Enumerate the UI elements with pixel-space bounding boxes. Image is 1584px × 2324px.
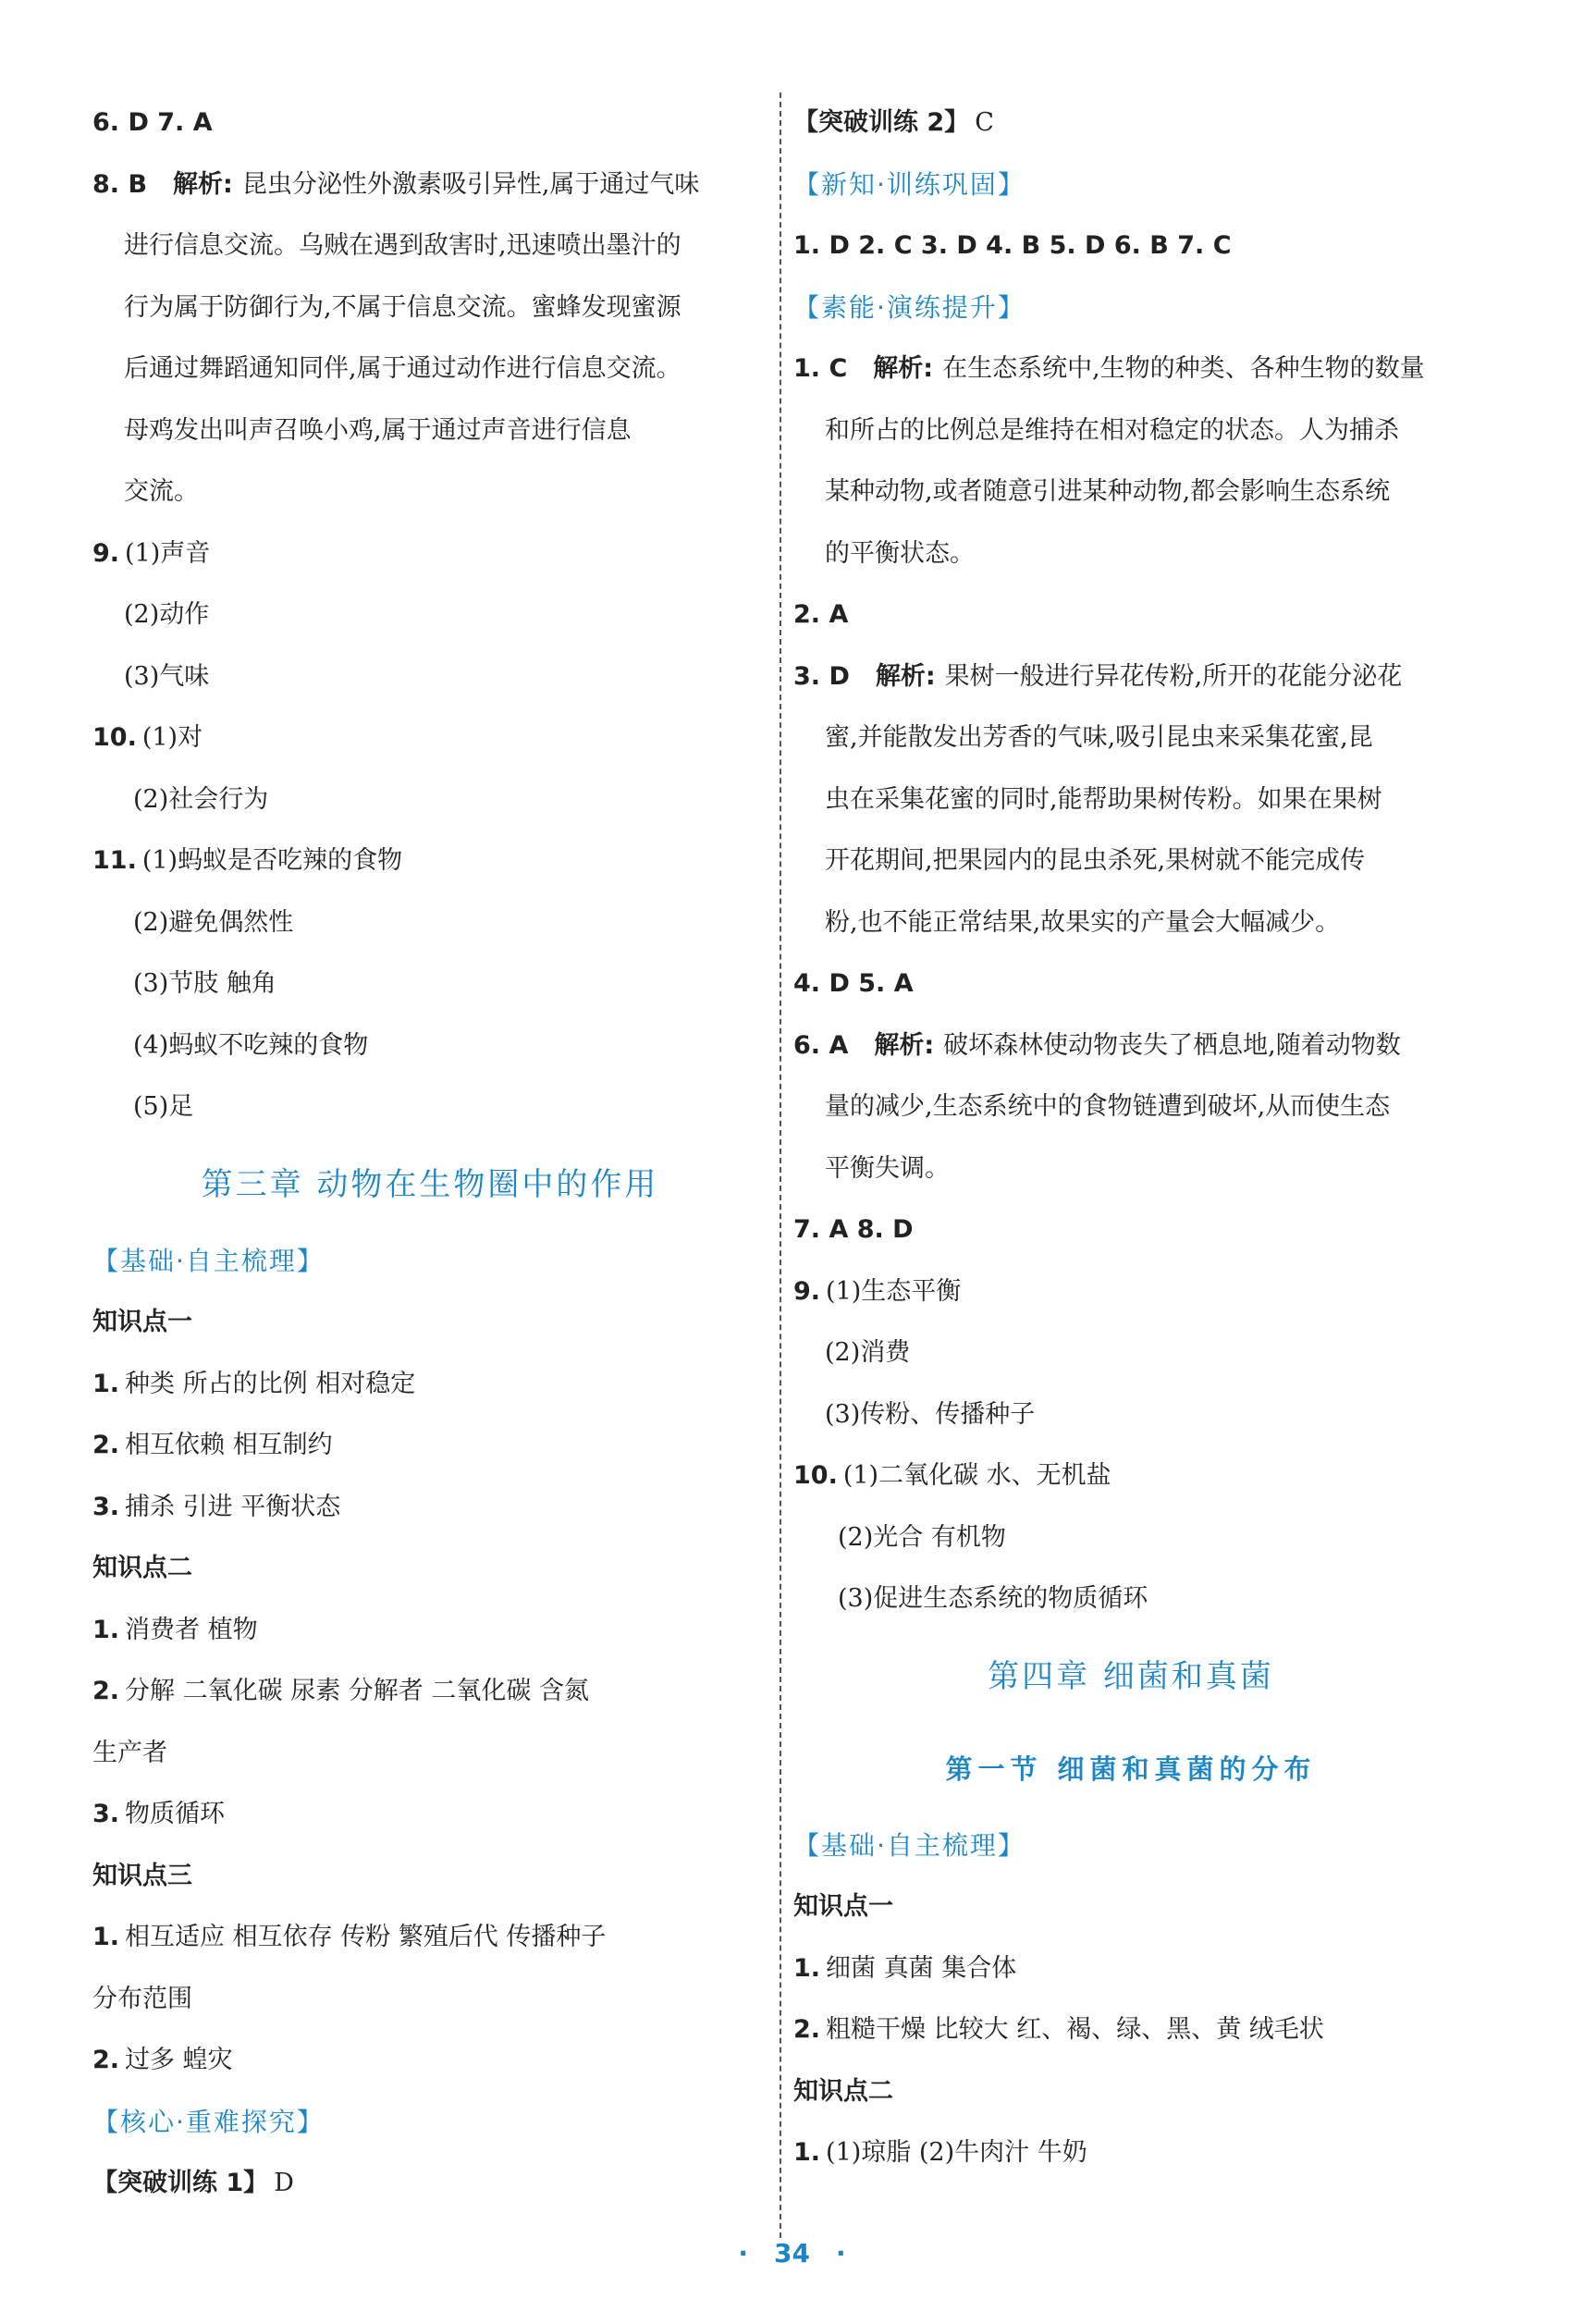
analysis-text: 蜜,并能散发出芳香的气味,吸引昆虫来采集花蜜,昆 bbox=[825, 723, 1373, 752]
practice-label: 【突破训练 1】 bbox=[92, 2169, 269, 2197]
answer-text: 物质循环 bbox=[125, 1800, 226, 1828]
answer-text: 细菌 真菌 集合体 bbox=[826, 1953, 1017, 1983]
answer-text: (2)光合 有机物 bbox=[838, 1522, 1006, 1552]
answer-text: C bbox=[975, 108, 994, 137]
answer-text: (1)蚂蚁是否吃辣的食物 bbox=[141, 846, 403, 875]
answer-6: 6. A bbox=[793, 1030, 849, 1060]
analysis-text: 进行信息交流。乌贼在遇到敌害时,迅速喷出墨汁的 bbox=[124, 231, 681, 260]
question-number: 10. bbox=[92, 723, 137, 752]
page-number: 34 bbox=[774, 2238, 810, 2269]
answer-text: 过多 蝗灾 bbox=[125, 2046, 233, 2074]
item-number: 1. bbox=[92, 1615, 120, 1644]
left-column bbox=[92, 92, 767, 2215]
answer-text: 捕杀 引进 平衡状态 bbox=[125, 1492, 341, 1521]
section-heading: 【新知·训练巩固】 bbox=[793, 168, 1025, 200]
answer-text: 相互依赖 相互制约 bbox=[125, 1431, 333, 1459]
answer-line bbox=[92, 523, 767, 585]
section-heading: 【核心·重难探究】 bbox=[92, 2106, 325, 2137]
question-number: 9. bbox=[793, 1276, 821, 1306]
right-column bbox=[793, 92, 1468, 2184]
answer-text: (3)节肢 触角 bbox=[133, 969, 276, 998]
section-heading: 【基础·自主梳理】 bbox=[92, 1245, 325, 1276]
answer-text: 相互适应 相互依存 传粉 繁殖后代 传播种子 bbox=[125, 1923, 607, 1951]
answer-text: 生产者 bbox=[92, 1738, 167, 1767]
analysis-label: 解析: bbox=[874, 1030, 935, 1060]
question-number: 11. bbox=[92, 846, 137, 875]
item-number: 2. bbox=[92, 2046, 120, 2074]
knowledge-point-heading: 知识点二 bbox=[92, 1554, 192, 1582]
analysis-text: 某种动物,或者随意引进某种动物,都会影响生态系统 bbox=[825, 477, 1391, 506]
analysis-text: 昆虫分泌性外激素吸引异性,属于通过气味 bbox=[241, 169, 700, 199]
item-number: 2. bbox=[92, 1677, 120, 1705]
knowledge-point-heading: 知识点二 bbox=[793, 2076, 893, 2106]
analysis-text: 破坏森林使动物丧失了栖息地,随着动物数 bbox=[943, 1030, 1401, 1060]
knowledge-point-heading: 知识点三 bbox=[92, 1861, 192, 1890]
answer-text: 分解 二氧化碳 尿素 分解者 二氧化碳 含氮 bbox=[125, 1677, 589, 1705]
analysis-text: 量的减少,生态系统中的食物链遭到破坏,从而使生态 bbox=[825, 1092, 1391, 1121]
column-divider bbox=[780, 92, 781, 2238]
answer-text: (2)消费 bbox=[825, 1338, 911, 1367]
answer-text: (2)社会行为 bbox=[133, 784, 269, 814]
answer-text: (3)促进生态系统的物质循环 bbox=[838, 1584, 1148, 1613]
answer-text: (1)琼脂 (2)牛肉汁 牛奶 bbox=[826, 2138, 1087, 2167]
answer-text: 粗糙干燥 比较大 红、褐、绿、黑、黄 绒毛状 bbox=[826, 2015, 1324, 2044]
answer-6-7: 6. D 7. A bbox=[92, 108, 213, 137]
answer-text: (1)生态平衡 bbox=[826, 1276, 962, 1306]
analysis-text: 平衡失调。 bbox=[825, 1153, 950, 1183]
section-heading: 【素能·演练提升】 bbox=[793, 291, 1025, 323]
answer-8: 8. B bbox=[92, 169, 148, 199]
analysis-label: 解析: bbox=[873, 354, 934, 383]
item-number: 1. bbox=[92, 1923, 120, 1951]
analysis-text: 和所占的比例总是维持在相对稳定的状态。人为捕杀 bbox=[825, 415, 1399, 445]
answer-text: (3)传粉、传播种子 bbox=[825, 1399, 1036, 1429]
answer-1: 1. C bbox=[793, 354, 848, 383]
answer-4-5: 4. D 5. A bbox=[793, 969, 914, 998]
footer-dot: · bbox=[835, 2238, 846, 2269]
item-number: 3. bbox=[92, 1492, 120, 1521]
section-title: 第一节 细菌和真菌的分布 bbox=[945, 1752, 1317, 1785]
answer-row: 1. D 2. C 3. D 4. B 5. D 6. B 7. C bbox=[793, 231, 1232, 260]
analysis-text: 果树一般进行异花传粉,所开的花能分泌花 bbox=[944, 661, 1403, 691]
answer-line bbox=[92, 707, 767, 769]
page-footer bbox=[0, 2238, 1584, 2269]
analysis-text: 后通过舞蹈通知同伴,属于通过动作进行信息交流。 bbox=[124, 354, 681, 383]
analysis-text: 在生态系统中,生物的种类、各种生物的数量 bbox=[942, 354, 1425, 383]
analysis-text: 母鸡发出叫声召唤小鸡,属于通过声音进行信息 bbox=[124, 415, 632, 445]
analysis-text: 开花期间,把果园内的昆虫杀死,果树就不能完成传 bbox=[825, 846, 1366, 875]
answer-text: (4)蚂蚁不吃辣的食物 bbox=[133, 1030, 369, 1060]
answer-text: 分布范围 bbox=[92, 1984, 192, 2013]
answer-line bbox=[92, 830, 767, 892]
answer-text: (1)对 bbox=[141, 723, 203, 752]
section-heading: 【基础·自主梳理】 bbox=[793, 1829, 1025, 1861]
knowledge-point-heading: 知识点一 bbox=[793, 1892, 893, 1921]
item-number: 2. bbox=[793, 2015, 821, 2044]
answer-text: (1)声音 bbox=[125, 538, 211, 568]
analysis-text: 虫在采集花蜜的同时,能帮助果树传粉。如果在果树 bbox=[825, 784, 1382, 814]
chapter-title: 第三章 动物在生物圈中的作用 bbox=[201, 1165, 659, 1203]
item-number: 1. bbox=[92, 1369, 120, 1398]
knowledge-point-heading: 知识点一 bbox=[92, 1308, 192, 1336]
answer-line bbox=[92, 92, 767, 154]
analysis-text: 交流。 bbox=[124, 477, 199, 506]
answer-text: (3)气味 bbox=[124, 661, 210, 691]
answer-7-8: 7. A 8. D bbox=[793, 1215, 914, 1244]
answer-2: 2. A bbox=[793, 600, 849, 629]
analysis-text: 行为属于防御行为,不属于信息交流。蜜蜂发现蜜源 bbox=[124, 292, 681, 322]
answer-line bbox=[92, 154, 767, 216]
item-number: 1. bbox=[793, 1953, 821, 1983]
answer-text: (2)避免偶然性 bbox=[133, 907, 294, 937]
answer-3: 3. D bbox=[793, 661, 850, 691]
answer-text: 消费者 植物 bbox=[125, 1615, 258, 1644]
answer-text: D bbox=[274, 2169, 294, 2197]
question-number: 10. bbox=[793, 1461, 838, 1490]
question-number: 9. bbox=[92, 538, 120, 568]
answer-text: (2)动作 bbox=[124, 600, 210, 629]
footer-dot: · bbox=[738, 2238, 749, 2269]
item-number: 1. bbox=[793, 2138, 821, 2167]
answer-text: 种类 所占的比例 相对稳定 bbox=[125, 1369, 416, 1398]
answer-text: (1)二氧化碳 水、无机盐 bbox=[842, 1461, 1111, 1490]
analysis-text: 粉,也不能正常结果,故果实的产量会大幅减少。 bbox=[825, 907, 1341, 937]
answer-text: (5)足 bbox=[133, 1092, 194, 1121]
practice-label: 【突破训练 2】 bbox=[793, 108, 970, 137]
analysis-label: 解析: bbox=[875, 661, 936, 691]
item-number: 2. bbox=[92, 1431, 120, 1459]
chapter-title: 第四章 细菌和真菌 bbox=[988, 1657, 1274, 1695]
analysis-label: 解析: bbox=[173, 169, 233, 199]
item-number: 3. bbox=[92, 1800, 120, 1828]
analysis-text: 的平衡状态。 bbox=[825, 538, 975, 568]
